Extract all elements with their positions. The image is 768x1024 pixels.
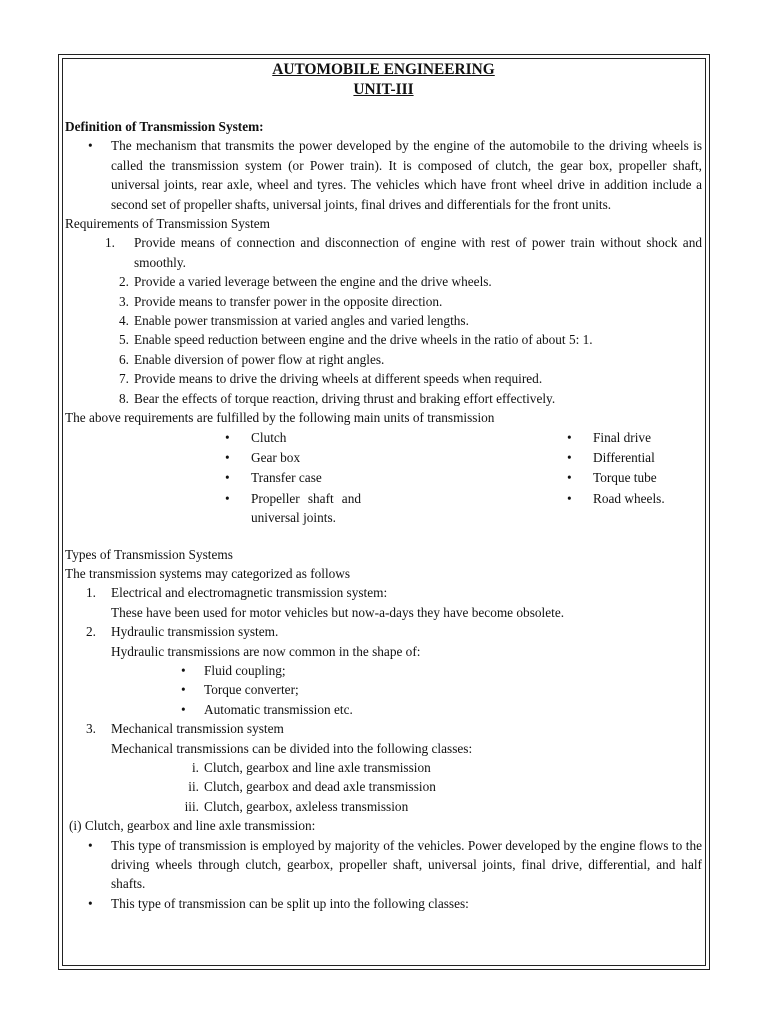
unit-item: • Differential	[567, 449, 655, 465]
requirement-item: 1. Provide means of connection and disconnection of engine with rest of power train without shock and smoothly.	[105, 235, 702, 270]
types-intro: The transmission systems may categorized as follows	[65, 565, 351, 581]
types-heading: Types of Transmission Systems	[65, 546, 233, 562]
unit-item: • Final drive	[567, 429, 651, 445]
unit-item: • Clutch	[225, 429, 287, 445]
unit-item: • Propeller shaft and universal joints.	[225, 490, 361, 526]
unit-item: • Gear box	[225, 449, 301, 465]
bullet-icon: •	[88, 837, 93, 853]
hydraulic-item: • Automatic transmission etc.	[181, 701, 353, 717]
definition-heading: Definition of Transmission System:	[65, 119, 264, 134]
transmission-units	[65, 428, 702, 545]
requirements-heading: Requirements of Transmission System	[65, 216, 271, 232]
mechanical-class-item: i. Clutch, gearbox and line axle transmission	[191, 759, 431, 775]
document-title: AUTOMOBILE ENGINEERING	[272, 61, 495, 78]
definition-bullet: • The mechanism that transmits the power developed by the engine of the automobile to the driving wheels is called the transmission system (or Power train). It is composed of clutch, the gear box, propeller shaft, universal joints, rear axle, wheel and tyres. The vehicles which have front wheel drive in addition include a second set of propeller shafts, universal joints, final drives and differentials for the front units.	[88, 138, 702, 212]
type-item: 1. Electrical and electromagnetic transmission system:	[86, 585, 388, 601]
unit-item: • Road wheels.	[567, 490, 665, 506]
type-description: Hydraulic transmissions are now common in the shape of:	[111, 643, 421, 659]
document-page	[65, 60, 702, 913]
requirement-item: 3. Provide means to transfer power in the opposite direction.	[119, 293, 443, 309]
requirements-summary: The above requirements are fulfilled by the following main units of transmission	[65, 410, 495, 426]
hydraulic-item: • Torque converter;	[181, 682, 299, 698]
type-item: 2. Hydraulic transmission system.	[86, 624, 279, 640]
requirement-item: 6. Enable diversion of power flow at right angles.	[119, 351, 385, 367]
bullet-icon: •	[88, 895, 93, 911]
type-description: These have been used for motor vehicles but now-a-days they have become obsolete.	[111, 604, 565, 620]
line-axle-bullet: • This type of transmission is employed by majority of the vehicles. Power developed by the engine flows to the driving wheels through clutch, gearbox, propeller shaft, universal joints, final drive, differential, and half shafts.	[88, 837, 702, 892]
units-column-left	[225, 428, 361, 528]
mechanical-class-item: ii. Clutch, gearbox and dead axle transmission	[188, 779, 436, 795]
mechanical-class-item: iii. Clutch, gearbox, axleless transmission	[184, 798, 409, 814]
units-column-right	[567, 428, 699, 509]
line-axle-bullet: • This type of transmission can be split up into the following classes:	[65, 894, 702, 913]
requirement-item: 8. Bear the effects of torque reaction, driving thrust and braking effort effectively.	[119, 390, 556, 406]
requirement-item: 5. Enable speed reduction between engine and the drive wheels in the ratio of about 5: 1.	[119, 332, 593, 348]
line-axle-heading: (i) Clutch, gearbox and line axle transmission:	[69, 818, 316, 834]
type-description: Mechanical transmissions can be divided into the following classes:	[111, 740, 473, 756]
unit-item: • Transfer case	[225, 470, 322, 486]
requirement-item: 7. Provide means to drive the driving wheels at different speeds when required.	[119, 371, 543, 387]
bullet-icon: •	[88, 138, 93, 154]
hydraulic-item: • Fluid coupling;	[181, 662, 286, 678]
unit-item: • Torque tube	[567, 470, 657, 486]
unit-title: UNIT-III	[353, 81, 414, 98]
requirement-item: 2. Provide a varied leverage between the engine and the drive wheels.	[119, 274, 492, 290]
requirement-item: 4. Enable power transmission at varied angles and varied lengths.	[119, 313, 469, 329]
type-item: 3. Mechanical transmission system	[86, 721, 284, 737]
